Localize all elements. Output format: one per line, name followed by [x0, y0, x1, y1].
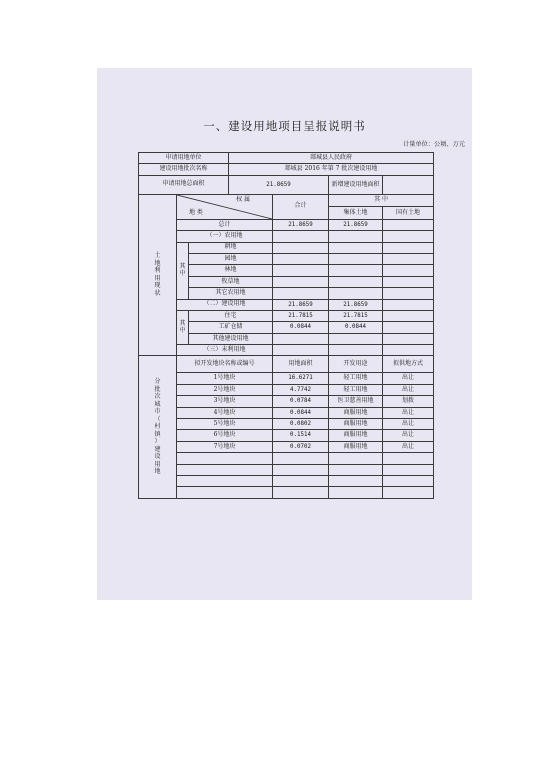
- plot-use: 轻工用地: [329, 384, 383, 395]
- plot-area: 0.0802: [273, 419, 329, 430]
- agri-item-state: [383, 265, 434, 276]
- plot-row-empty: [139, 487, 434, 498]
- plot-supply: 出让: [383, 441, 434, 452]
- plot-use: 商服用地: [329, 430, 383, 441]
- plot-name: 4号地块: [177, 407, 273, 418]
- land-use-table: [138, 152, 434, 499]
- agri-among-label: 其 中: [177, 242, 189, 299]
- status-row-agri: [139, 231, 434, 242]
- empty-cell: [177, 475, 273, 486]
- empty-cell: [177, 453, 273, 464]
- status-agri-label: （一）农用地: [177, 231, 273, 242]
- plot-use: 商服用地: [329, 419, 383, 430]
- plot-name: 3号地块: [177, 396, 273, 407]
- plot-use: 轻工用地: [329, 373, 383, 384]
- agri-item-collective: [329, 242, 383, 253]
- plot-use: 商服用地: [329, 441, 383, 452]
- plots-header-name: 拟开发地块名称或编号: [177, 356, 273, 373]
- agri-item-state: [383, 276, 434, 287]
- status-total-label: 总计: [177, 219, 273, 230]
- status-agri-sum: [273, 231, 329, 242]
- plot-supply: 出让: [383, 384, 434, 395]
- status-unused-state: [383, 345, 434, 356]
- plot-row: [139, 430, 434, 441]
- plots-header-use: 开发用途: [329, 356, 383, 373]
- plot-area: 0.1514: [273, 430, 329, 441]
- ownership-label: 权 属: [236, 195, 251, 203]
- empty-cell: [383, 475, 434, 486]
- empty-cell: [273, 487, 329, 498]
- applicant-row: [139, 153, 434, 164]
- status-agri-collective: [329, 231, 383, 242]
- plot-name: 1号地块: [177, 373, 273, 384]
- total-area-label: 申请用地总面积: [139, 175, 229, 194]
- new-construction-label: 新增建设用地面积: [329, 175, 383, 194]
- total-area-row: [139, 175, 434, 194]
- empty-cell: [383, 464, 434, 475]
- agri-item-state: [383, 253, 434, 264]
- agri-item-sum: [273, 276, 329, 287]
- constr-item-state: [383, 322, 434, 333]
- constr-item-collective: 21.7815: [329, 310, 383, 321]
- agri-item-collective: [329, 276, 383, 287]
- status-total-state: [383, 219, 434, 230]
- empty-cell: [329, 487, 383, 498]
- empty-cell: [273, 475, 329, 486]
- plot-name: 2号地块: [177, 384, 273, 395]
- batch-value: 郯城县 2016 年第 7 批次建设用地: [229, 164, 434, 175]
- status-total-collective: 21.8659: [329, 219, 383, 230]
- status-row-unused: [139, 345, 434, 356]
- plot-row: [139, 384, 434, 395]
- subtotal-header: 合计: [273, 194, 329, 219]
- among-header: 其 中: [329, 194, 434, 207]
- agri-item-collective: [329, 288, 383, 299]
- plots-header-supply: 拟供地方式: [383, 356, 434, 373]
- plot-row: [139, 407, 434, 418]
- agri-item-sum: [273, 288, 329, 299]
- landtype-label: 地 类: [189, 209, 203, 217]
- batch-label: 建设用地批次名称: [139, 164, 229, 175]
- empty-cell: [383, 487, 434, 498]
- document-title: 一、建设用地项目呈报说明书: [203, 119, 366, 133]
- constr-item-sum: 0.0844: [273, 322, 329, 333]
- status-unused-label: （三）未利用地: [177, 345, 273, 356]
- plot-row: [139, 396, 434, 407]
- empty-cell: [177, 464, 273, 475]
- plot-supply: 出让: [383, 373, 434, 384]
- plot-row: [139, 419, 434, 430]
- constr-item-collective: [329, 333, 383, 344]
- ownership-landtype-header: [177, 194, 273, 219]
- plot-area: 4.7742: [273, 384, 329, 395]
- status-row-total: [139, 219, 434, 230]
- constr-item-label: 其他建设用地: [189, 333, 273, 344]
- constr-item-collective: 0.0844: [329, 322, 383, 333]
- agri-item-state: [383, 242, 434, 253]
- constr-item-sum: 21.7815: [273, 310, 329, 321]
- plots-section: [139, 356, 434, 498]
- status-constr-label: （二）建设用地: [177, 299, 273, 310]
- empty-cell: [273, 464, 329, 475]
- status-agri-state: [383, 231, 434, 242]
- empty-cell: [329, 464, 383, 475]
- empty-cell: [177, 487, 273, 498]
- plot-name: 5号地块: [177, 419, 273, 430]
- applicant-value: 郯城县人民政府: [229, 153, 434, 164]
- plot-name: 6号地块: [177, 430, 273, 441]
- constr-item-state: [383, 310, 434, 321]
- constr-item-label: 工矿仓储: [189, 322, 273, 333]
- agri-item-sum: [273, 253, 329, 264]
- collective-header: 集体土地: [329, 207, 383, 220]
- constr-among-label: 其 中: [177, 310, 189, 344]
- status-total-sum: 21.8659: [273, 219, 329, 230]
- plot-area: 16.6271: [273, 373, 329, 384]
- agri-item-sum: [273, 265, 329, 276]
- plot-area: 0.0844: [273, 407, 329, 418]
- new-construction-value: [383, 175, 434, 194]
- agri-item-state: [383, 288, 434, 299]
- agri-item-collective: [329, 265, 383, 276]
- empty-cell: [329, 475, 383, 486]
- constr-item-state: [383, 333, 434, 344]
- applicant-label: 申请用地单位: [139, 153, 229, 164]
- plots-header-area: 用地面积: [273, 356, 329, 373]
- agri-item-sum: [273, 242, 329, 253]
- agri-item-label: 园地: [189, 253, 273, 264]
- status-constr-collective: 21.8659: [329, 299, 383, 310]
- plot-area: 0.0784: [273, 396, 329, 407]
- state-header: 国有土地: [383, 207, 434, 220]
- plots-header-row: [139, 356, 434, 373]
- status-unused-collective: [329, 345, 383, 356]
- status-row-agri-0: [139, 242, 434, 253]
- plot-supply: 出让: [383, 430, 434, 441]
- plot-supply: 出让: [383, 407, 434, 418]
- constr-item-sum: [273, 333, 329, 344]
- empty-cell: [383, 453, 434, 464]
- plot-supply: 出让: [383, 419, 434, 430]
- empty-cell: [273, 453, 329, 464]
- land-status-label: 土 地 利 用 现 状: [139, 194, 177, 356]
- plot-row-empty: [139, 475, 434, 486]
- empty-cell: [329, 453, 383, 464]
- plot-supply: 划拨: [383, 396, 434, 407]
- agri-item-label: 牧草地: [189, 276, 273, 287]
- plot-row: [139, 373, 434, 384]
- plot-row-empty: [139, 453, 434, 464]
- status-constr-state: [383, 299, 434, 310]
- plot-name: 7号地块: [177, 441, 273, 452]
- plot-use: 商服用地: [329, 407, 383, 418]
- status-constr-sum: 21.8659: [273, 299, 329, 310]
- status-row-constr-0: [139, 310, 434, 321]
- plot-use: 医卫慈善用地: [329, 396, 383, 407]
- status-unused-sum: [273, 345, 329, 356]
- plot-area: 0.0702: [273, 441, 329, 452]
- total-area-value: 21.8659: [229, 175, 329, 194]
- plot-row-empty: [139, 464, 434, 475]
- agri-item-label: 林地: [189, 265, 273, 276]
- plots-section-label: 分 批 次 城 市 （ 村 镇 ） 建 设 用 地: [139, 356, 177, 498]
- status-row-constr: [139, 299, 434, 310]
- agri-item-label: 耕地: [189, 242, 273, 253]
- plot-row: [139, 441, 434, 452]
- agri-item-label: 其它农用地: [189, 288, 273, 299]
- batch-row: [139, 164, 434, 175]
- header-row-1: [139, 194, 434, 207]
- agri-item-collective: [329, 253, 383, 264]
- constr-item-label: 住宅: [189, 310, 273, 321]
- unit-label: 计量单位：公顷、万元: [403, 141, 465, 148]
